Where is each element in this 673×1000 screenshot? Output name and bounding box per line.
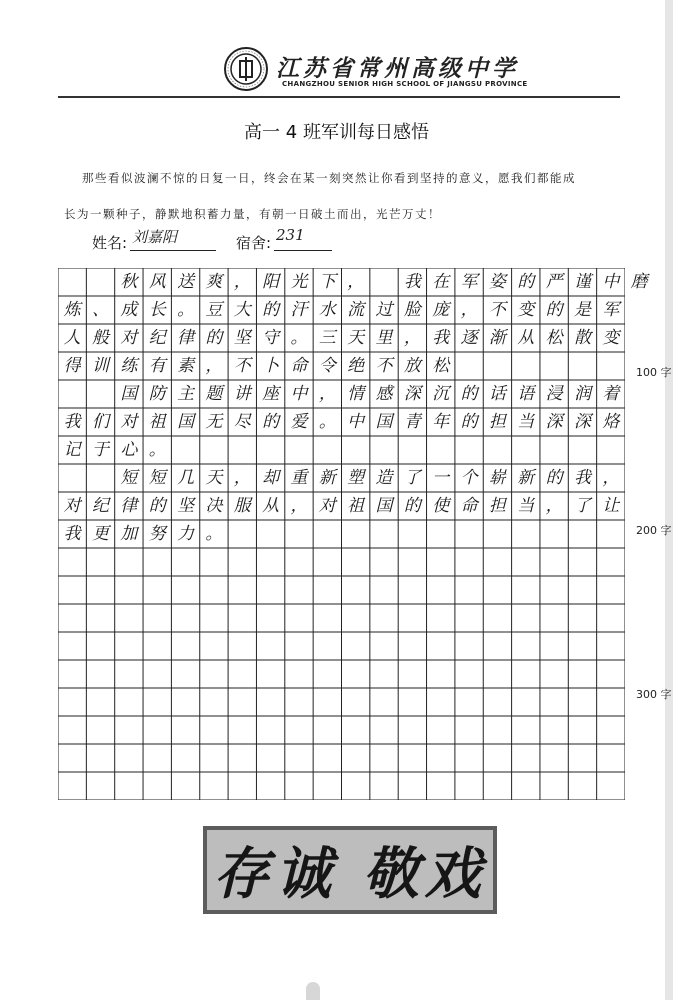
grid-row [58, 520, 625, 548]
grid-cell [568, 436, 596, 464]
grid-cell: 短 [120, 468, 138, 488]
motto-line-1: 那些看似波澜不惊的日复一日，终会在某一刻突然让你看到坚持的意义，愿我们都能成 [82, 171, 576, 185]
grid-cell: 当 [517, 412, 535, 432]
grid-cell: 卜 [262, 356, 280, 376]
grid-cell: 下 [318, 272, 336, 292]
grid-cell: 祖 [148, 412, 166, 432]
grid-cell: 青 [403, 412, 421, 432]
grid-cell [58, 464, 86, 492]
dorm-value: 231 [276, 226, 305, 244]
grid-cell: 讲 [233, 384, 251, 404]
grid-cell: ， [602, 468, 620, 488]
header-divider [58, 96, 620, 98]
page-edge-shadow [665, 0, 673, 1000]
grid-cell: 天 [347, 328, 365, 348]
grid-cell: 对 [120, 328, 138, 348]
grid-cell: ， [403, 328, 421, 348]
grid-cell: 命 [460, 496, 478, 516]
grid-row [58, 492, 625, 520]
grid-cell: 大 [233, 300, 251, 320]
grid-cell: 题 [205, 384, 223, 404]
grid-cell [427, 520, 455, 548]
grid-cell [370, 436, 398, 464]
grid-cell [455, 520, 483, 548]
grid-cell: 更 [92, 524, 110, 544]
grid-cell: 训 [92, 356, 110, 376]
grid-cell [228, 520, 256, 548]
grid-cell: 新 [318, 468, 336, 488]
grid-cell: 。 [290, 328, 308, 348]
grid-cell: 姿 [488, 272, 506, 292]
grid-cell: 塑 [347, 468, 365, 488]
grid-cell: 。 [318, 412, 336, 432]
grid-cell: 流 [347, 300, 365, 320]
grid-cell [342, 520, 370, 548]
grid-cell: 国 [375, 412, 393, 432]
grid-cell: ， [545, 496, 563, 516]
grid-cell: ， [347, 272, 365, 292]
motto-text [64, 160, 622, 232]
grid-cell [540, 436, 568, 464]
grid-cell: 担 [488, 496, 506, 516]
grid-row [58, 380, 625, 408]
dorm-label: 宿舍: [236, 234, 272, 252]
grid-cell: 律 [120, 496, 138, 516]
grid-cell [256, 436, 284, 464]
grid-cell [370, 520, 398, 548]
grid-cell [86, 464, 114, 492]
grid-cell [483, 520, 511, 548]
grid-cell: 纪 [92, 496, 110, 516]
grid-cell: 担 [488, 412, 506, 432]
grid-cell: 不 [233, 356, 251, 376]
grid-cell: 服 [233, 496, 251, 516]
grid-cell: 了 [403, 468, 421, 488]
count-label-200: 200 字 [636, 524, 672, 537]
grid-cell: 浸 [545, 384, 563, 404]
grid-cell [597, 520, 625, 548]
grid-cell: 心 [120, 440, 138, 460]
grid-row [58, 464, 625, 492]
grid-cell: 不 [488, 300, 506, 320]
grid-cell: 润 [573, 384, 591, 404]
grid-cell: 着 [602, 384, 620, 404]
grid-cell [427, 436, 455, 464]
grid-cell: 令 [318, 356, 336, 376]
grid-cell: 祖 [347, 496, 365, 516]
grid-cell: 的 [205, 328, 223, 348]
grid-cell: 短 [148, 468, 166, 488]
grid-cell: 脸 [403, 300, 421, 320]
grid-cell: 情 [347, 384, 365, 404]
grid-cell [455, 436, 483, 464]
grid-cell: 尽 [233, 412, 251, 432]
grid-cell [483, 436, 511, 464]
grid-cell [200, 436, 228, 464]
grid-cell [398, 436, 426, 464]
grid-cell [86, 268, 114, 296]
grid-cell: 语 [517, 384, 535, 404]
grid-cell [285, 436, 313, 464]
motto-line-2: 长为一颗种子，静默地积蓄力量，有朝一日破土而出，光芒万丈！ [64, 207, 441, 221]
grid-cell: 在 [432, 272, 450, 292]
grid-cell: 我 [403, 272, 421, 292]
grid-cell: 。 [148, 440, 166, 460]
grid-cell: 造 [375, 468, 393, 488]
grid-cell: 于 [92, 440, 110, 460]
grid-cell: 的 [545, 300, 563, 320]
dorm-underline [274, 250, 332, 251]
page-title: 高一 4 班军训每日感悟 [244, 122, 429, 143]
grid-cell: 爽 [205, 272, 223, 292]
grid-cell: 个 [460, 468, 478, 488]
school-emblem-icon [224, 47, 268, 91]
grid-cell: 松 [545, 328, 563, 348]
grid-cell [597, 436, 625, 464]
grid-cell [370, 268, 398, 296]
grid-cell: 成 [120, 300, 138, 320]
grid-cell [512, 436, 540, 464]
grid-cell: 军 [460, 272, 478, 292]
grid-cell: 努 [148, 524, 166, 544]
name-label: 姓名: [92, 234, 128, 252]
grid-row [58, 436, 625, 464]
grid-cell: 风 [148, 272, 166, 292]
grid-cell: 让 [602, 496, 620, 516]
grid-cell: 绝 [347, 356, 365, 376]
grid-cell [285, 520, 313, 548]
writing-grid [58, 268, 648, 800]
grid-cell: 放 [403, 356, 421, 376]
grid-cell [512, 352, 540, 380]
grid-cell: 沉 [432, 384, 450, 404]
grid-cell: 练 [120, 356, 138, 376]
grid-cell: 爱 [290, 412, 308, 432]
grid-row [58, 324, 625, 352]
grid-cell: 守 [262, 328, 280, 348]
school-name-chinese: 江苏省常州高级中学 [276, 55, 519, 82]
grid-cell [398, 520, 426, 548]
grid-cell: 水 [318, 300, 336, 320]
grid-cell [256, 520, 284, 548]
grid-cell: 谨 [573, 272, 591, 292]
grid-cell: 庞 [432, 300, 450, 320]
grid-cell: 对 [63, 496, 81, 516]
grid-cell [171, 436, 199, 464]
grid-cell: 我 [432, 328, 450, 348]
grid-cell: 从 [262, 496, 280, 516]
grid-cell: 力 [177, 524, 195, 544]
grid-cell: ， [233, 468, 251, 488]
grid-cell: 我 [63, 524, 81, 544]
grid-cell: 里 [375, 328, 393, 348]
grid-cell [568, 520, 596, 548]
grid-cell: 崭 [488, 468, 506, 488]
grid-cell: 坚 [177, 496, 195, 516]
grid-cell: 我 [63, 412, 81, 432]
grid-cell: 素 [177, 356, 195, 376]
grid-cell [342, 436, 370, 464]
grid-cell: 是 [573, 300, 591, 320]
grid-cell: 主 [177, 384, 195, 404]
grid-row [58, 268, 648, 296]
grid-cell: 感 [375, 384, 393, 404]
grid-row [58, 352, 625, 380]
grid-cell: 般 [92, 328, 110, 348]
grid-cell: 的 [545, 468, 563, 488]
grid-cell: 、 [92, 300, 110, 320]
grid-cell [228, 436, 256, 464]
grid-cell [58, 380, 86, 408]
grid-cell [512, 520, 540, 548]
grid-cell: 却 [262, 468, 280, 488]
grid-cell: 记 [63, 440, 81, 460]
grid-cell: 有 [148, 356, 166, 376]
grid-cell: 新 [517, 468, 535, 488]
grid-cell: 磨 [630, 272, 648, 292]
grid-cell: 对 [120, 412, 138, 432]
calligraphy-stamp-inner [207, 830, 493, 910]
grid-cell: 天 [205, 468, 223, 488]
grid-cell: 散 [573, 328, 591, 348]
grid-cell [597, 352, 625, 380]
grid-cell [483, 352, 511, 380]
grid-cell: 一 [432, 468, 450, 488]
grid-cell: 决 [205, 496, 223, 516]
grid-cell: 人 [63, 328, 81, 348]
grid-cell: 国 [120, 384, 138, 404]
grid-cell: 送 [177, 272, 195, 292]
binding-mark [306, 982, 320, 1000]
grid-cell: 了 [573, 496, 591, 516]
grid-cell: 坚 [233, 328, 251, 348]
grid-cell: 。 [205, 524, 223, 544]
grid-cell: 阳 [262, 272, 280, 292]
grid-cell: ， [205, 356, 223, 376]
calligraphy-stamp [203, 826, 497, 914]
name-underline [130, 250, 216, 251]
grid-cell: 严 [545, 272, 563, 292]
grid-cell: 松 [432, 356, 450, 376]
grid-cell: 当 [517, 496, 535, 516]
grid-cell: 几 [177, 468, 195, 488]
grid-cell: 深 [545, 412, 563, 432]
count-label-300: 300 字 [636, 688, 672, 701]
grid-row [58, 296, 625, 324]
grid-cell: 烙 [602, 412, 620, 432]
grid-cell: 光 [290, 272, 308, 292]
grid-cell: 座 [262, 384, 280, 404]
grid-cell: 得 [63, 356, 81, 376]
grid-cell: 重 [290, 468, 308, 488]
grid-cell: 国 [375, 496, 393, 516]
grid-cell: 深 [403, 384, 421, 404]
grid-cell: 中 [602, 272, 620, 292]
grid-cell: 渐 [488, 328, 506, 348]
grid-cell: 深 [573, 412, 591, 432]
grid-cell: 国 [177, 412, 195, 432]
grid-cell: 命 [290, 356, 308, 376]
grid-cell [313, 436, 341, 464]
grid-cell: 汗 [290, 300, 308, 320]
grid-cell: 年 [432, 412, 450, 432]
grid-cell [455, 352, 483, 380]
grid-cell: 的 [148, 496, 166, 516]
grid-cell: 长 [148, 300, 166, 320]
grid-cell: ， [460, 300, 478, 320]
grid-cell: 的 [460, 384, 478, 404]
grid-cell: 秋 [120, 272, 138, 292]
grid-cell: 逐 [460, 328, 478, 348]
grid-cell: 变 [602, 328, 620, 348]
grid-cell: 中 [290, 384, 308, 404]
grid-cell: ， [318, 384, 336, 404]
grid-cell: 中 [347, 412, 365, 432]
grid-cell: 过 [375, 300, 393, 320]
grid-cell: 们 [92, 412, 110, 432]
grid-cell: 的 [517, 272, 535, 292]
grid-cell: 无 [205, 412, 223, 432]
grid-cell: 豆 [205, 300, 223, 320]
school-name-english: CHANGZHOU SENIOR HIGH SCHOOL OF JIANGSU PROVINCE [282, 80, 528, 88]
grid-cell: 对 [318, 496, 336, 516]
grid-cell: 变 [517, 300, 535, 320]
grid-cell: 的 [262, 412, 280, 432]
calligraphy-stamp-text: 存诚 敬戏 [213, 841, 487, 907]
grid-cell: 加 [120, 524, 138, 544]
grid-cell: 炼 [63, 300, 81, 320]
grid-cell [58, 268, 86, 296]
grid-row [58, 408, 625, 436]
grid-cell: ， [290, 496, 308, 516]
grid-cell [540, 520, 568, 548]
grid-cell: 使 [432, 496, 450, 516]
name-value: 刘嘉阳 [132, 228, 178, 246]
grid-cell: 军 [602, 300, 620, 320]
grid-cell: 话 [488, 384, 506, 404]
grid-cell: 从 [517, 328, 535, 348]
grid-cell: 纪 [148, 328, 166, 348]
grid-cell: ， [233, 272, 251, 292]
grid-cell: 的 [262, 300, 280, 320]
grid-cell: 的 [460, 412, 478, 432]
grid-cell: 。 [177, 300, 195, 320]
grid-cell: 不 [375, 356, 393, 376]
grid-cell: 律 [177, 328, 195, 348]
grid-cell: 三 [318, 328, 336, 348]
grid-cell [568, 352, 596, 380]
grid-cell [86, 380, 114, 408]
grid-cell: 防 [148, 384, 166, 404]
grid-cell: 的 [403, 496, 421, 516]
count-label-100: 100 字 [636, 366, 672, 379]
grid-cell [313, 520, 341, 548]
grid-cell: 我 [573, 468, 591, 488]
grid-cell [540, 352, 568, 380]
